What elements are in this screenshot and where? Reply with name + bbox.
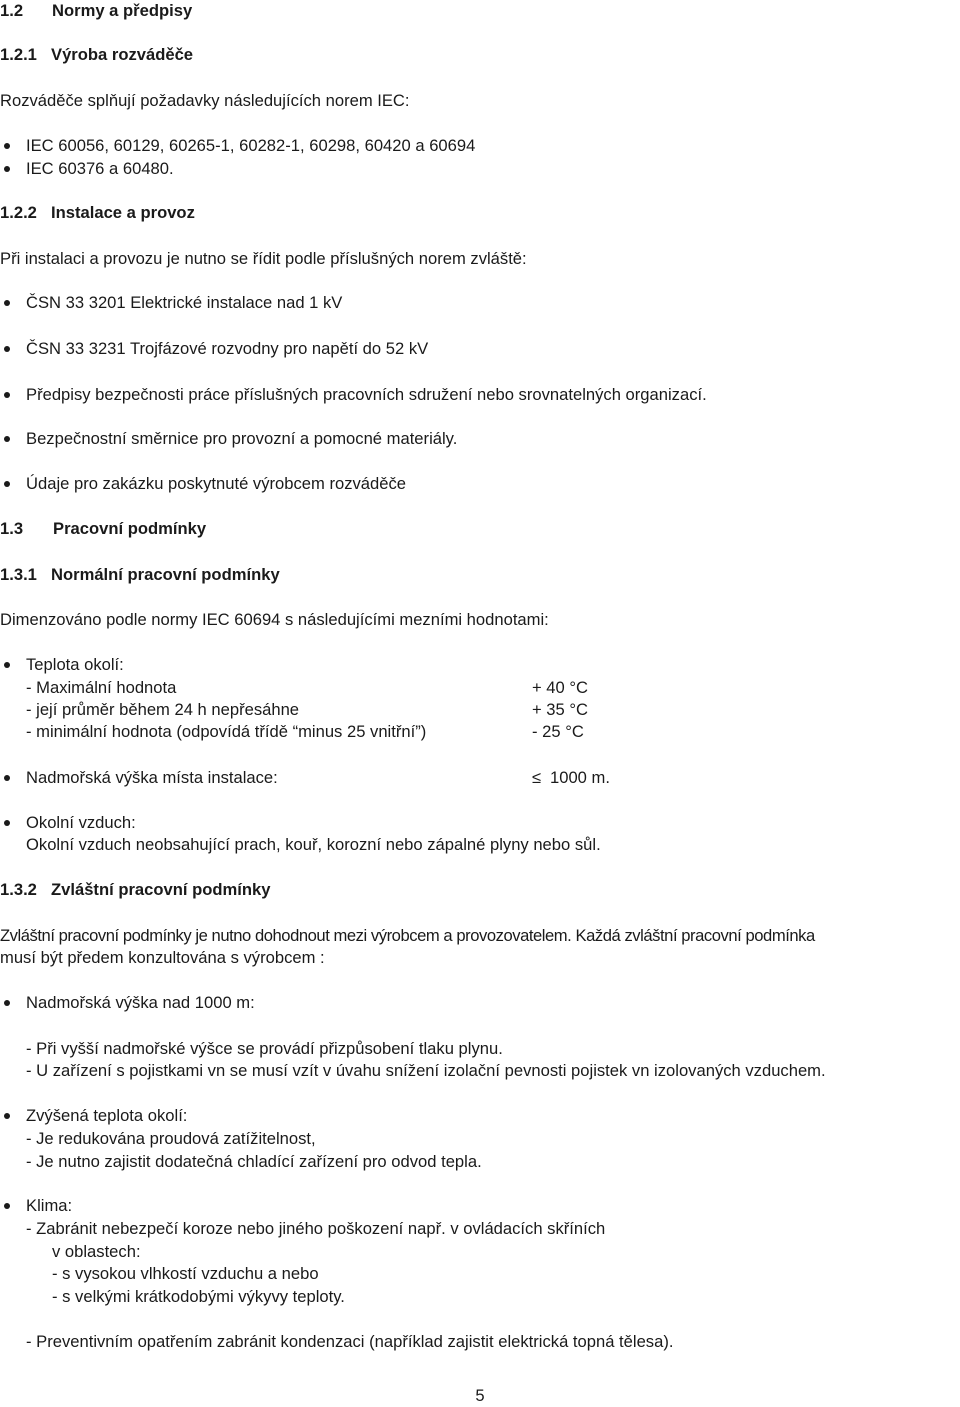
list-item-label: Okolní vzduch: [26, 813, 136, 832]
temperature-row-label: - Maximální hodnota [26, 678, 177, 697]
bullet-icon [4, 662, 10, 668]
list-item: Předpisy bezpečnosti práce příslušných pracovních sdružení nebo srovnatelných organizací. [26, 385, 707, 404]
list-item-label: Nadmořská výška místa instalace: [26, 768, 278, 787]
bullet-icon [4, 1000, 10, 1006]
heading-number: 1.2 [0, 1, 24, 20]
heading-number: 1.2.2 [0, 203, 37, 222]
bullet-icon [4, 300, 10, 306]
list-item: Bezpečnostní směrnice pro provozní a pomocné materiály. [26, 429, 458, 448]
bullet-icon [4, 143, 10, 149]
bullet-icon [4, 1203, 10, 1209]
list-item-text: - Preventivním opatřením zabránit kondenzaci (například zajistit elektrická topná tělesa). [26, 1332, 674, 1351]
list-item-text: - U zařízení s pojistkami vn se musí vzít v úvahu snížení izolační pevnosti pojistek vn izolovaných vzduchem. [26, 1061, 826, 1080]
heading-title: Zvláštní pracovní podmínky [51, 880, 271, 899]
list-item-text: - s velkými krátkodobými výkyvy teploty. [52, 1287, 345, 1306]
heading-1-2-1 [0, 44, 193, 66]
list-item-label: Zvýšená teplota okolí: [26, 1106, 188, 1125]
temperature-row-value: - 25 °C [532, 722, 584, 741]
heading-1-2-2 [0, 202, 195, 224]
heading-title: Normální pracovní podmínky [51, 565, 280, 584]
heading-1-3 [0, 518, 206, 540]
list-item-text: - Při vyšší nadmořské výšce se provádí přizpůsobení tlaku plynu. [26, 1039, 503, 1058]
heading-number: 1.2.1 [0, 45, 37, 64]
page-number: 5 [475, 1386, 485, 1405]
heading-number: 1.3 [0, 519, 24, 538]
list-item: ČSN 33 3201 Elektrické instalace nad 1 kV [26, 293, 343, 312]
temperature-row-value: + 35 °C [532, 700, 588, 719]
list-item-text: v oblastech: [52, 1242, 141, 1261]
temperature-row-value: + 40 °C [532, 678, 588, 697]
altitude-value [532, 767, 610, 789]
bullet-icon [4, 166, 10, 172]
list-item: IEC 60376 a 60480. [26, 159, 174, 178]
heading-number: 1.3.2 [0, 880, 37, 899]
heading-title: Pracovní podmínky [53, 519, 207, 538]
list-item-text: - s vysokou vlhkostí vzduchu a nebo [52, 1264, 319, 1283]
bullet-icon [4, 481, 10, 487]
temperature-row-label: - minimální hodnota (odpovídá třídě “minus 25 vnitřní”) [26, 722, 427, 741]
list-item: IEC 60056, 60129, 60265-1, 60282-1, 60298, 60420 a 60694 [26, 136, 476, 155]
heading-title: Instalace a provoz [51, 203, 195, 222]
list-item-text: - Je nutno zajistit dodatečná chladící zařízení pro odvod tepla. [26, 1152, 482, 1171]
bullet-icon [4, 775, 10, 781]
heading-1-3-2 [0, 879, 270, 901]
heading-title: Normy a předpisy [52, 1, 193, 20]
bullet-icon [4, 346, 10, 352]
paragraph: Rozváděče splňují požadavky následujících norem IEC: [0, 91, 410, 110]
less-or-equal-icon: ≤ [532, 768, 542, 787]
bullet-icon [4, 820, 10, 826]
paragraph-line: Zvláštní pracovní podmínky je nutno dohodnout mezi výrobcem a provozovatelem. Každá zvláštní pracovní podmínka [0, 926, 815, 945]
altitude-number: 1000 m. [550, 768, 610, 787]
list-item-text: Okolní vzduch neobsahující prach, kouř, korozní nebo zápalné plyny nebo sůl. [26, 835, 601, 854]
list-item: ČSN 33 3231 Trojfázové rozvodny pro napětí do 52 kV [26, 339, 429, 358]
heading-1-3-1 [0, 564, 280, 586]
bullet-icon [4, 436, 10, 442]
paragraph-line: musí být předem konzultována s výrobcem : [0, 948, 325, 967]
heading-number: 1.3.1 [0, 565, 37, 584]
list-item: Údaje pro zakázku poskytnuté výrobcem rozváděče [26, 474, 407, 493]
list-item-label: Klima: [26, 1196, 73, 1215]
temperature-row-label: - její průměr během 24 h nepřesáhne [26, 700, 300, 719]
list-item-label: Teplota okolí: [26, 655, 124, 674]
heading-1-2 [0, 0, 192, 22]
paragraph: Dimenzováno podle normy IEC 60694 s následujícími mezními hodnotami: [0, 610, 549, 629]
paragraph: Při instalaci a provozu je nutno se řídit podle příslušných norem zvláště: [0, 249, 527, 268]
heading-title: Výroba rozváděče [51, 45, 194, 64]
list-item-label: Nadmořská výška nad 1000 m: [26, 993, 255, 1012]
list-item-text: - Zabránit nebezpečí koroze nebo jiného poškození např. v ovládacích skříních [26, 1219, 606, 1238]
bullet-icon [4, 1113, 10, 1119]
bullet-icon [4, 392, 10, 398]
list-item-text: - Je redukována proudová zatížitelnost, [26, 1129, 316, 1148]
